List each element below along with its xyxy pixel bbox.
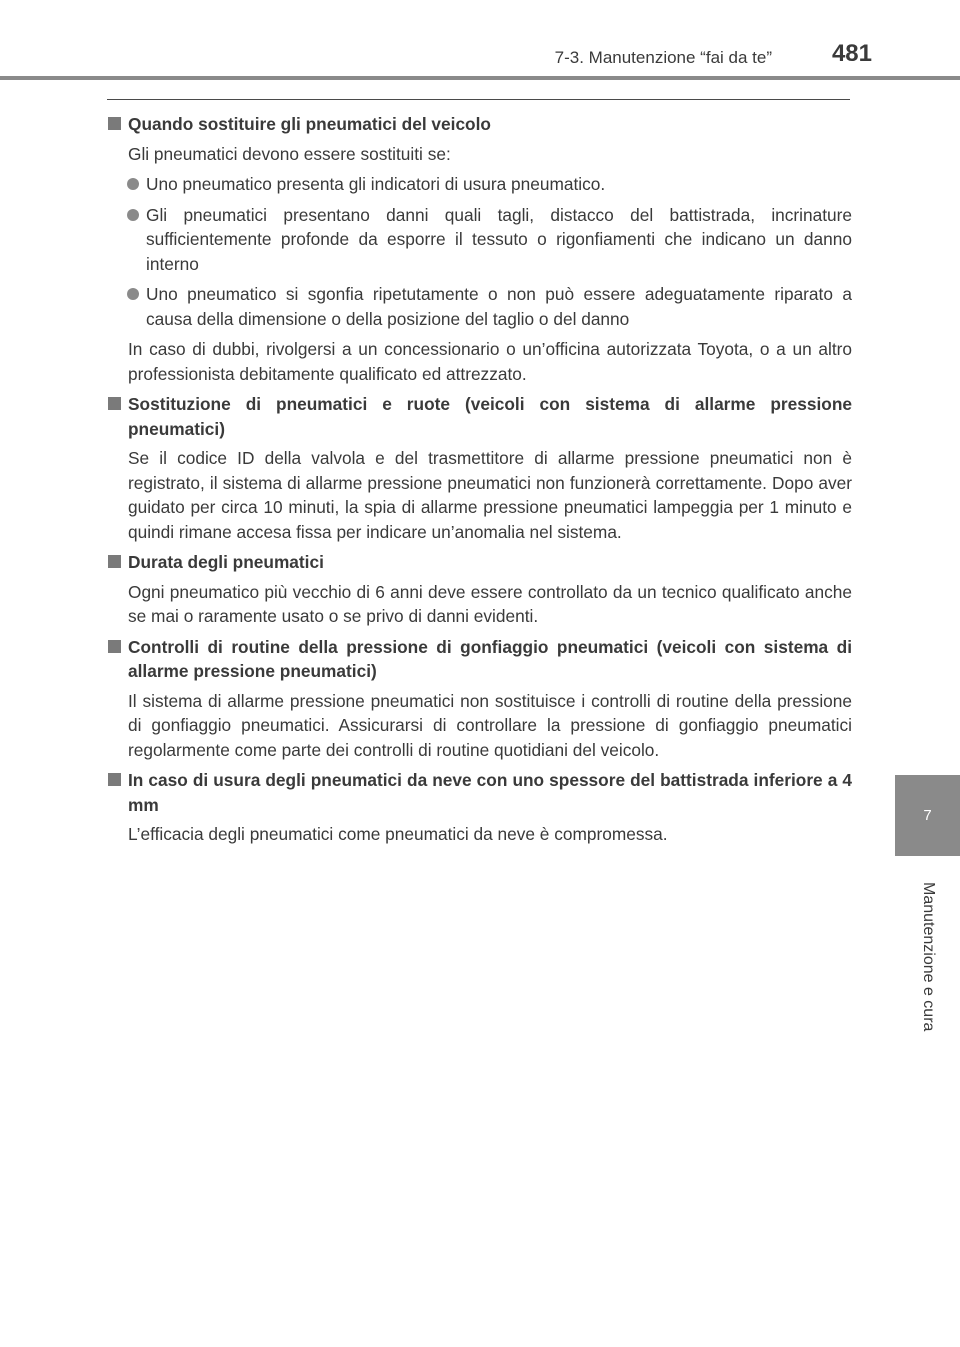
section-title: Quando sostituire gli pneumatici del veicolo xyxy=(108,112,852,137)
square-bullet-icon xyxy=(108,555,121,568)
page-content xyxy=(108,112,852,853)
section-text: Se il codice ID della valvola e del trasmettitore di allarme pressione pneumatici non è registrato, il sistema di allarme pressione pneumatici non funzionerà correttamente. Dopo aver guidato per circa 10 minuti, la spia di allarme pressione pneumatici lampeggia per 1 minuto e quindi rimane accesa fissa per indicare un’anomalia nel sistema. xyxy=(128,448,852,542)
circle-bullet-icon xyxy=(127,288,139,300)
section-tire-lifespan xyxy=(108,550,852,629)
section-title: In caso di usura degli pneumatici da neve con uno spessore del battistrada inferiore a 4 mm xyxy=(108,768,852,817)
section-text: Ogni pneumatico più vecchio di 6 anni deve essere controllato da un tecnico qualificato anche se mai o raramente usato o se privo di danni evidenti. xyxy=(128,581,852,626)
list-item: Uno pneumatico si sgonfia ripetutamente o non può essere adeguatamente riparato a causa della dimensione o della posizione del taglio o del danno xyxy=(108,282,852,331)
section-outro: In caso di dubbi, rivolgersi a un concessionario o un’officina autorizzata Toyota, o a un altro professionista debitamente qualificato ed attrezzato. xyxy=(128,339,852,384)
circle-bullet-icon xyxy=(127,209,139,221)
section-when-to-replace xyxy=(108,112,852,386)
list-item: Uno pneumatico presenta gli indicatori di usura pneumatico. xyxy=(108,172,852,197)
section-title: Controlli di routine della pressione di gonfiaggio pneumatici (veicoli con sistema di allarme pressione pneumatici) xyxy=(108,635,852,684)
page-number: 481 xyxy=(831,40,872,67)
section-text: L’efficacia degli pneumatici come pneumatici da neve è compromessa. xyxy=(128,824,668,844)
square-bullet-icon xyxy=(108,117,121,130)
square-bullet-icon xyxy=(108,773,121,786)
side-tab-chapter-label: Manutenzione e cura xyxy=(920,882,937,1032)
section-text: Il sistema di allarme pressione pneumatici non sostituisce i controlli di routine della pressione di gonfiaggio pneumatici. Assicurarsi di controllare la pressione di gonfiaggio pneumatici regolarmente come parte dei controlli di routine quotidiani del veicolo. xyxy=(128,690,852,760)
square-bullet-icon xyxy=(108,640,121,653)
header-rule xyxy=(0,76,960,80)
circle-bullet-icon xyxy=(127,178,139,190)
section-title: Durata degli pneumatici xyxy=(108,550,852,575)
side-tab-chapter-number: 7 xyxy=(895,775,960,856)
content-rule xyxy=(107,99,850,100)
section-tire-wheel-replacement xyxy=(108,392,852,544)
section-routine-pressure-checks xyxy=(108,635,852,763)
section-snow-tire-wear xyxy=(108,768,852,847)
section-intro: Gli pneumatici devono essere sostituiti se: xyxy=(128,143,451,164)
list-item: Gli pneumatici presentano danni quali tagli, distacco del battistrada, incrinature sufficientemente profonde da esporre il tessuto o rigonfiamenti che indicano un danno interno xyxy=(108,203,852,277)
header-chapter-title: 7-3. Manutenzione “fai da te” xyxy=(554,48,772,67)
section-title: Sostituzione di pneumatici e ruote (veicoli con sistema di allarme pressione pneumatici) xyxy=(108,392,852,441)
square-bullet-icon xyxy=(108,397,121,410)
